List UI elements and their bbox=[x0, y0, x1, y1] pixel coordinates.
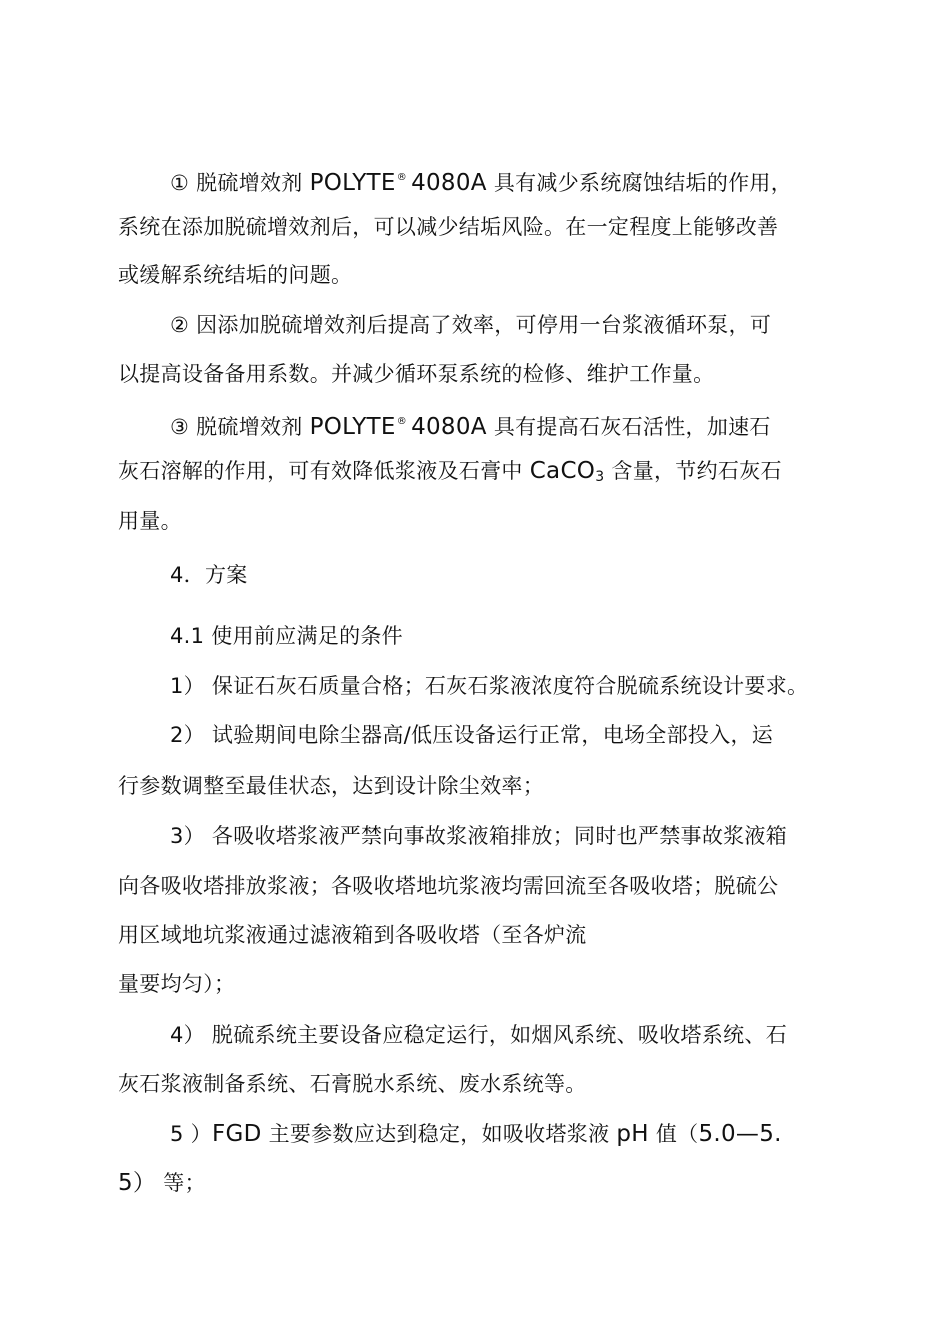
text: ① 脱硫增效剂 bbox=[170, 171, 310, 195]
chemical-formula: CaCO bbox=[529, 458, 596, 484]
paragraph-3-line-3: 用量。 bbox=[118, 509, 182, 533]
paragraph-3-line-2 bbox=[118, 457, 782, 491]
fgd-abbr: FGD bbox=[211, 1121, 262, 1147]
list-item-3-line-4: 量要均匀）； bbox=[118, 972, 236, 996]
registered-mark: ® bbox=[396, 416, 408, 427]
list-item-5-line-2 bbox=[118, 1169, 206, 1197]
list-item-4-line-2: 灰石浆液制备系统、石膏脱水系统、废水系统等。 bbox=[118, 1072, 587, 1096]
list-item-2-line-1: 2） 试验期间电除尘器高/低压设备运行正常，电场全部投入，运 bbox=[170, 723, 774, 747]
ph-range: 5.0—5. bbox=[698, 1121, 782, 1147]
registered-mark: ® bbox=[396, 172, 408, 183]
list-item-4-line-1: 4） 脱硫系统主要设备应稳定运行，如烟风系统、吸收塔系统、石 bbox=[170, 1023, 788, 1047]
text: ③ 脱硫增效剂 bbox=[170, 415, 310, 439]
text: 值（ bbox=[648, 1122, 699, 1146]
text: 含量，节约石灰石 bbox=[604, 459, 782, 483]
model-number: 4080A bbox=[411, 414, 487, 440]
paragraph-2-line-2: 以提高设备备用系数。并减少循环泵系统的检修、维护工作量。 bbox=[118, 362, 715, 386]
formula-subscript: 3 bbox=[595, 469, 605, 485]
paragraph-1-line-2: 系统在添加脱硫增效剂后，可以减少结垢风险。在一定程度上能够改善 bbox=[118, 215, 779, 239]
brand-name: POLYTE bbox=[309, 170, 396, 196]
paragraph-2-line-1: ② 因添加脱硫增效剂后提高了效率，可停用一台浆液循环泵，可 bbox=[170, 313, 772, 337]
paragraph-1-line-3: 或缓解系统结垢的问题。 bbox=[118, 263, 353, 287]
text: 主要参数应达到稳定，如吸收塔浆液 bbox=[261, 1122, 617, 1146]
text: 具有提高石灰石活性，加速石 bbox=[486, 415, 771, 439]
ph-range-end: 5） bbox=[118, 1170, 157, 1196]
list-item-1-line-1: 1） 保证石灰石质量合格；石灰石浆液浓度符合脱硫系统设计要求。 bbox=[170, 674, 809, 698]
paragraph-3-line-1 bbox=[170, 408, 771, 441]
list-item-3-line-1: 3） 各吸收塔浆液严禁向事故浆液箱排放；同时也严禁事故浆液箱 bbox=[170, 824, 788, 848]
ph-label: pH bbox=[616, 1121, 649, 1147]
model-number: 4080A bbox=[411, 170, 487, 196]
list-item-3-line-3: 用区域地坑浆液通过滤液箱到各吸收塔（至各炉流 bbox=[118, 923, 587, 947]
brand-name: POLYTE bbox=[309, 414, 396, 440]
section-heading-4: 4．方案 bbox=[170, 563, 248, 587]
section-heading-4-1: 4.1 使用前应满足的条件 bbox=[170, 624, 403, 648]
list-item-5-line-1 bbox=[170, 1120, 782, 1148]
list-item-2-line-2: 行参数调整至最佳状态，达到设计除尘效率； bbox=[118, 774, 544, 798]
paragraph-1-line-1 bbox=[170, 164, 792, 197]
text: 具有减少系统腐蚀结垢的作用， bbox=[486, 171, 793, 195]
text: 等； bbox=[156, 1171, 206, 1195]
list-item-3-line-2: 向各吸收塔排放浆液；各吸收塔地坑浆液均需回流至各吸收塔；脱硫公 bbox=[118, 874, 779, 898]
text: 灰石溶解的作用，可有效降低浆液及石膏中 bbox=[118, 459, 530, 483]
text: 5 ） bbox=[170, 1122, 212, 1146]
